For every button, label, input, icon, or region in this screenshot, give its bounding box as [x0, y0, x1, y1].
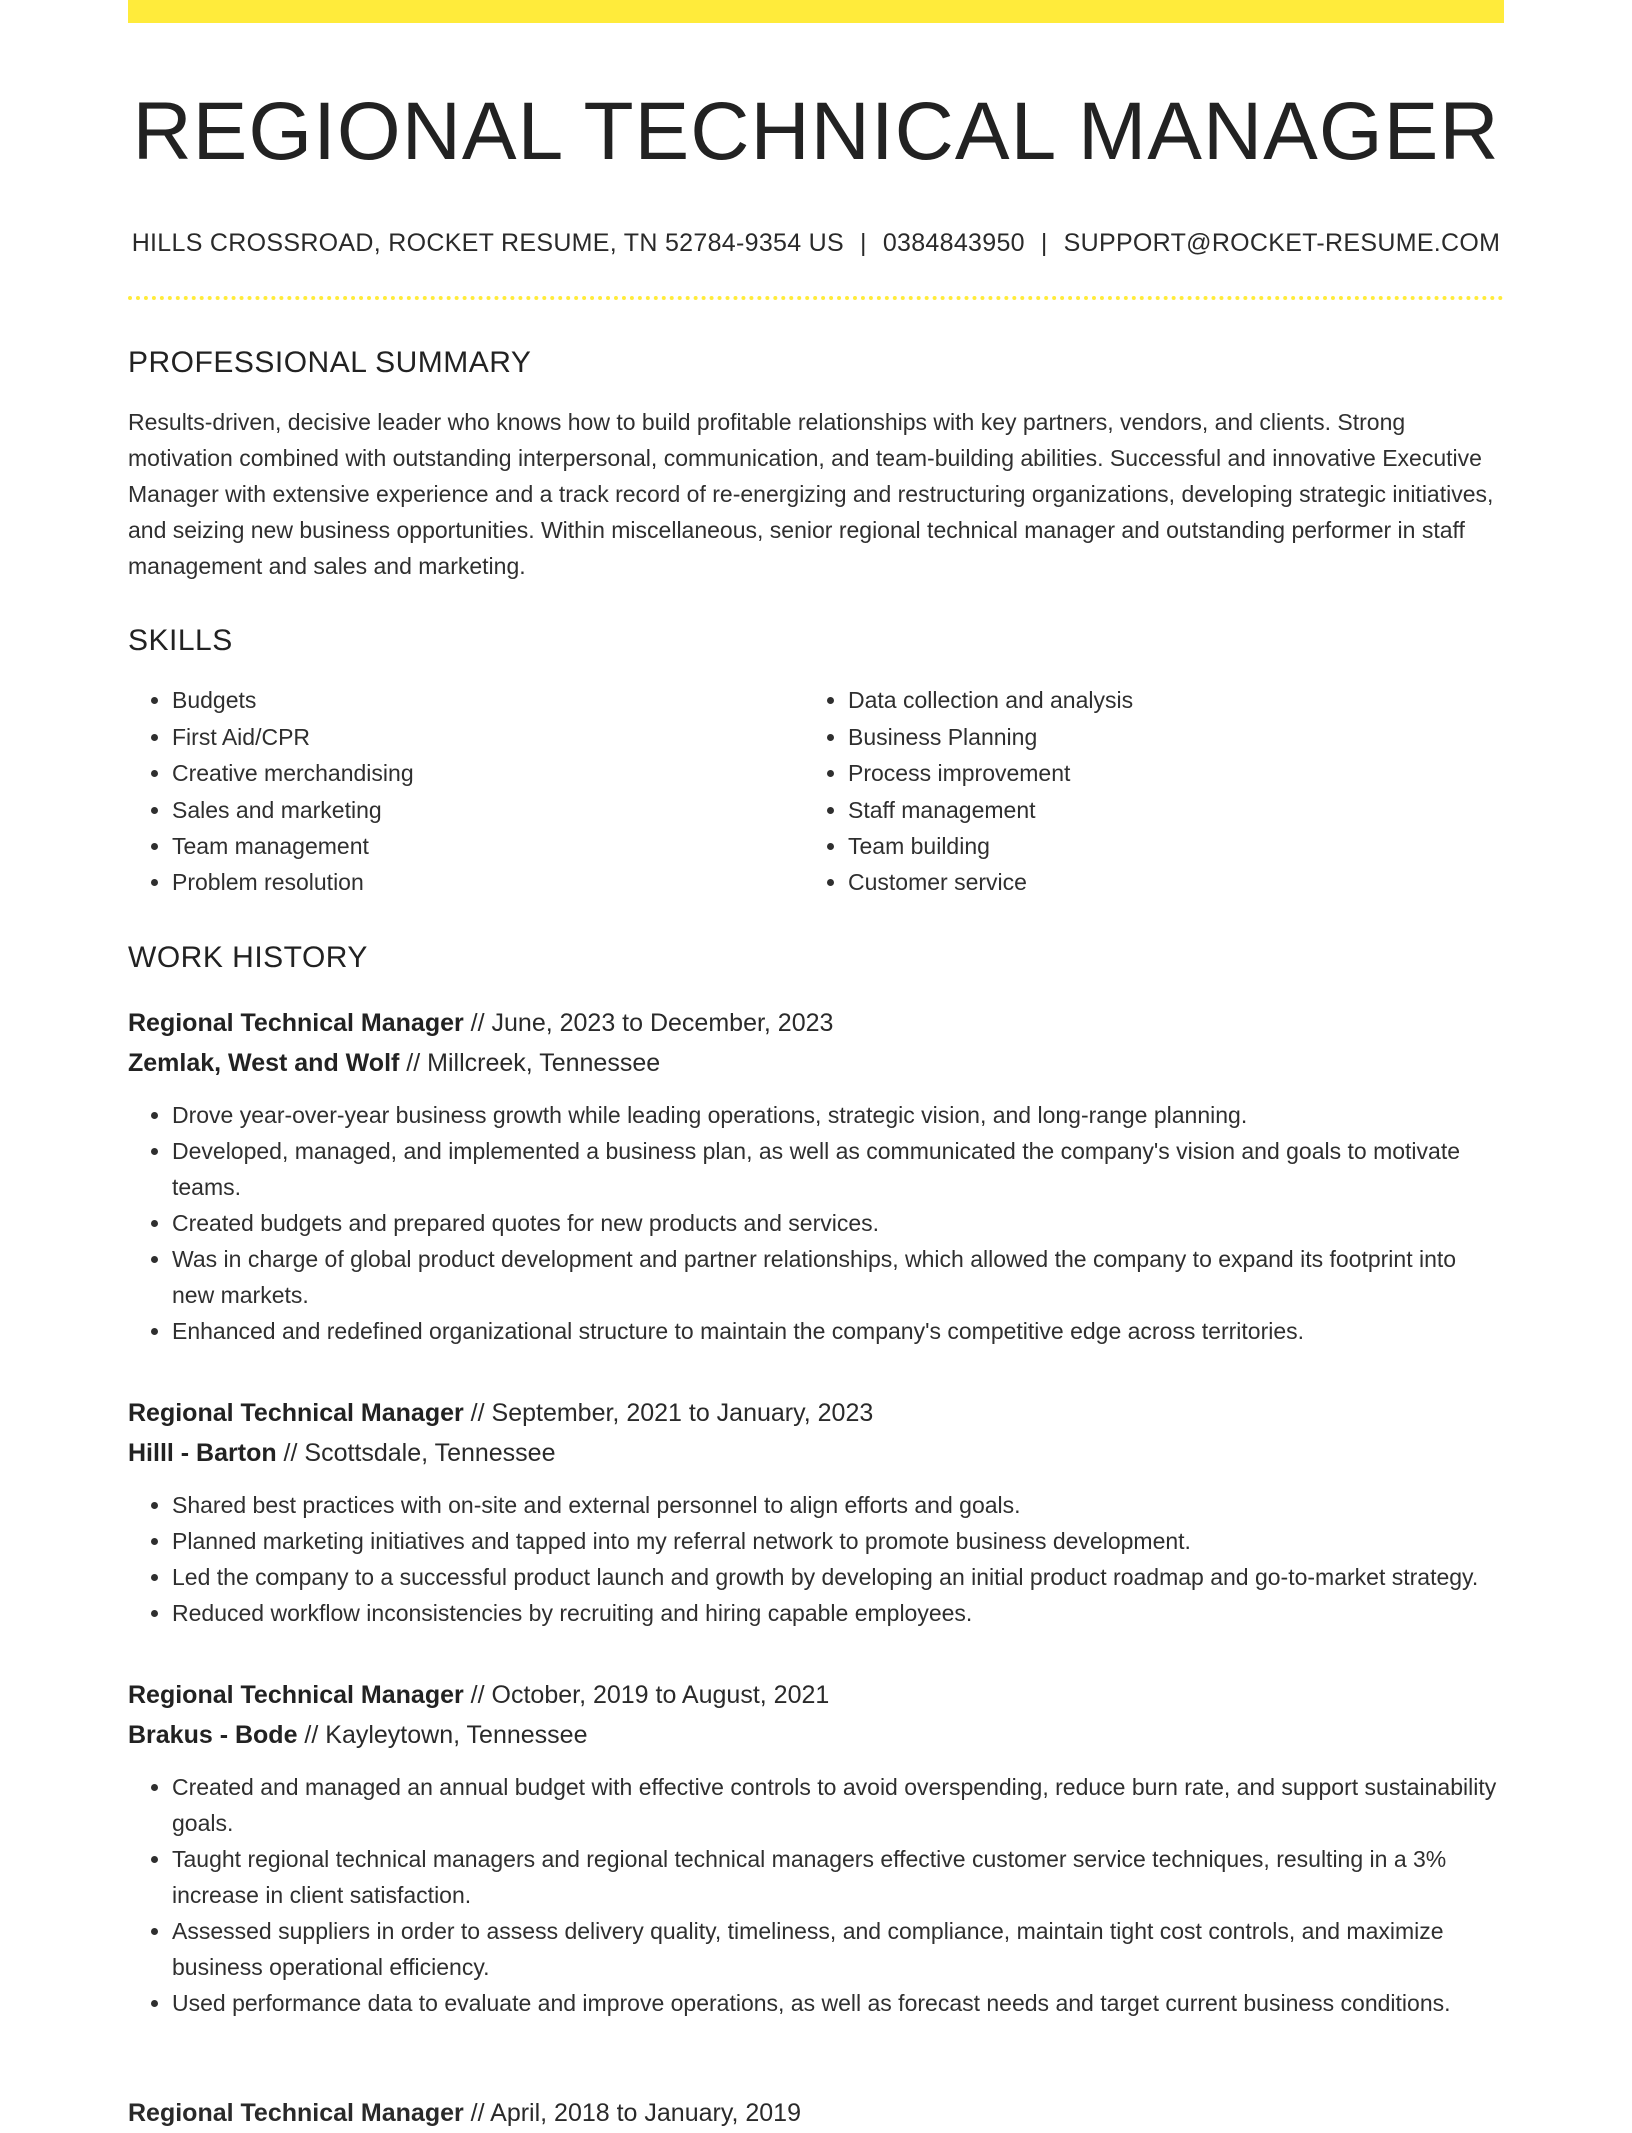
contact-line	[128, 229, 1504, 258]
job-company: Zemlak, West and Wolf	[128, 1048, 400, 1077]
job-dates: // October, 2019 to August, 2021	[463, 1680, 830, 1709]
job-bullet: • Drove year-over-year business growth while leading operations, strategic vision, and long-range planning.	[172, 1097, 1504, 1133]
job-bullet: • Created and managed an annual budget with effective controls to avoid overspending, reduce burn rate, and support sustainability goals.	[172, 1769, 1504, 1841]
job-title-line	[128, 1675, 1504, 1715]
job-bullets	[128, 1097, 1504, 1349]
job-dates: // June, 2023 to December, 2023	[463, 1008, 834, 1037]
job-bullet: • Taught regional technical managers and regional technical managers effective customer service techniques, resulting in a 3% increase in client satisfaction.	[172, 1841, 1504, 1913]
job-company: Brakus - Bode	[128, 1720, 298, 1749]
skills-column-right	[804, 682, 1480, 900]
job-title-line	[128, 1003, 1504, 1043]
job-entry	[128, 1003, 1504, 1349]
summary-text: Results-driven, decisive leader who knows how to build profitable relationships with key partners, vendors, and clients. Strong motivation combined with outstanding interpersonal, communication, and team-building abilities. Successful and innovative Executive Manager with extensive experience and a track record of re-energizing and restructuring organizations, developing strategic initiatives, and seizing new business opportunities. Within miscellaneous, senior regional technical manager and outstanding performer in staff management and sales and marketing.	[128, 409, 1494, 580]
job-bullet: • Shared best practices with on-site and external personnel to align efforts and goals.	[172, 1487, 1504, 1523]
cutoff-job-title-line	[128, 2093, 801, 2133]
job-entry	[128, 1675, 1504, 2021]
skill-item: • Problem resolution	[172, 864, 804, 900]
job-company-line	[128, 1043, 1504, 1083]
skills-list	[128, 682, 1504, 900]
skills-heading: SKILLS	[128, 624, 233, 658]
job-dates: // April, 2018 to January, 2019	[463, 2099, 801, 2127]
job-dates: // September, 2021 to January, 2023	[463, 1398, 874, 1427]
dotted-divider	[128, 296, 1504, 300]
job-bullet: • Reduced workflow inconsistencies by recruiting and hiring capable employees.	[172, 1595, 1504, 1631]
job-bullet: • Used performance data to evaluate and improve operations, as well as forecast needs and target current business conditions.	[172, 1985, 1504, 2021]
job-location: // Scottsdale, Tennessee	[276, 1438, 556, 1467]
job-company: Hilll - Barton	[128, 1438, 277, 1467]
job-location: // Kayleytown, Tennessee	[297, 1720, 588, 1749]
job-title: Regional Technical Manager	[128, 2099, 464, 2127]
job-bullet: • Created budgets and prepared quotes for new products and services.	[172, 1205, 1504, 1241]
job-title: Regional Technical Manager	[128, 1008, 464, 1037]
skill-item: • Process improvement	[848, 755, 1480, 791]
job-bullets	[128, 1487, 1504, 1631]
summary-heading: PROFESSIONAL SUMMARY	[128, 346, 532, 380]
skill-item: • First Aid/CPR	[172, 719, 804, 755]
job-bullet: • Developed, managed, and implemented a business plan, as well as communicated the company's vision and goals to motivate teams.	[172, 1133, 1504, 1205]
skill-item: • Team management	[172, 828, 804, 864]
job-title-line	[128, 1393, 1504, 1433]
job-bullets	[128, 1769, 1504, 2021]
skill-item: • Staff management	[848, 792, 1480, 828]
skill-item: • Creative merchandising	[172, 755, 804, 791]
skill-item: • Business Planning	[848, 719, 1480, 755]
job-bullet: • Assessed suppliers in order to assess delivery quality, timeliness, and compliance, maintain tight cost controls, and maximize business operational efficiency.	[172, 1913, 1504, 1985]
skill-item: • Customer service	[848, 864, 1480, 900]
job-title: Regional Technical Manager	[128, 1398, 464, 1427]
contact-phone: 0384843950	[882, 229, 1025, 258]
job-bullet: • Planned marketing initiatives and tapped into my referral network to promote business development.	[172, 1523, 1504, 1559]
job-company-line	[128, 1433, 1504, 1473]
job-title: Regional Technical Manager	[128, 1680, 464, 1709]
contact-separator: |	[860, 229, 867, 258]
resume-name: REGIONAL TECHNICAL MANAGER	[132, 86, 1500, 177]
contact-email[interactable]: SUPPORT@ROCKET-RESUME.COM	[1063, 229, 1501, 258]
top-accent-bar	[128, 0, 1504, 23]
skills-column-left	[128, 682, 804, 900]
job-entry	[128, 1393, 1504, 1631]
skill-item: • Budgets	[172, 682, 804, 718]
skill-item: • Data collection and analysis	[848, 682, 1480, 718]
skill-item: • Sales and marketing	[172, 792, 804, 828]
skill-item: • Team building	[848, 828, 1480, 864]
resume-page	[128, 0, 1504, 2021]
job-bullet: • Led the company to a successful product launch and growth by developing an initial product roadmap and go-to-market strategy.	[172, 1559, 1504, 1595]
contact-separator: |	[1040, 229, 1048, 258]
work-history-heading: WORK HISTORY	[128, 940, 368, 974]
job-bullet: • Was in charge of global product development and partner relationships, which allowed the company to expand its footprint into new markets.	[172, 1241, 1504, 1313]
job-bullet: • Enhanced and redefined organizational structure to maintain the company's competitive edge across territories.	[172, 1313, 1504, 1349]
contact-address: HILLS CROSSROAD, ROCKET RESUME, TN 52784-9354 US	[131, 229, 845, 258]
job-company-line	[128, 1715, 1504, 1755]
job-location: // Millcreek, Tennessee	[399, 1048, 661, 1077]
